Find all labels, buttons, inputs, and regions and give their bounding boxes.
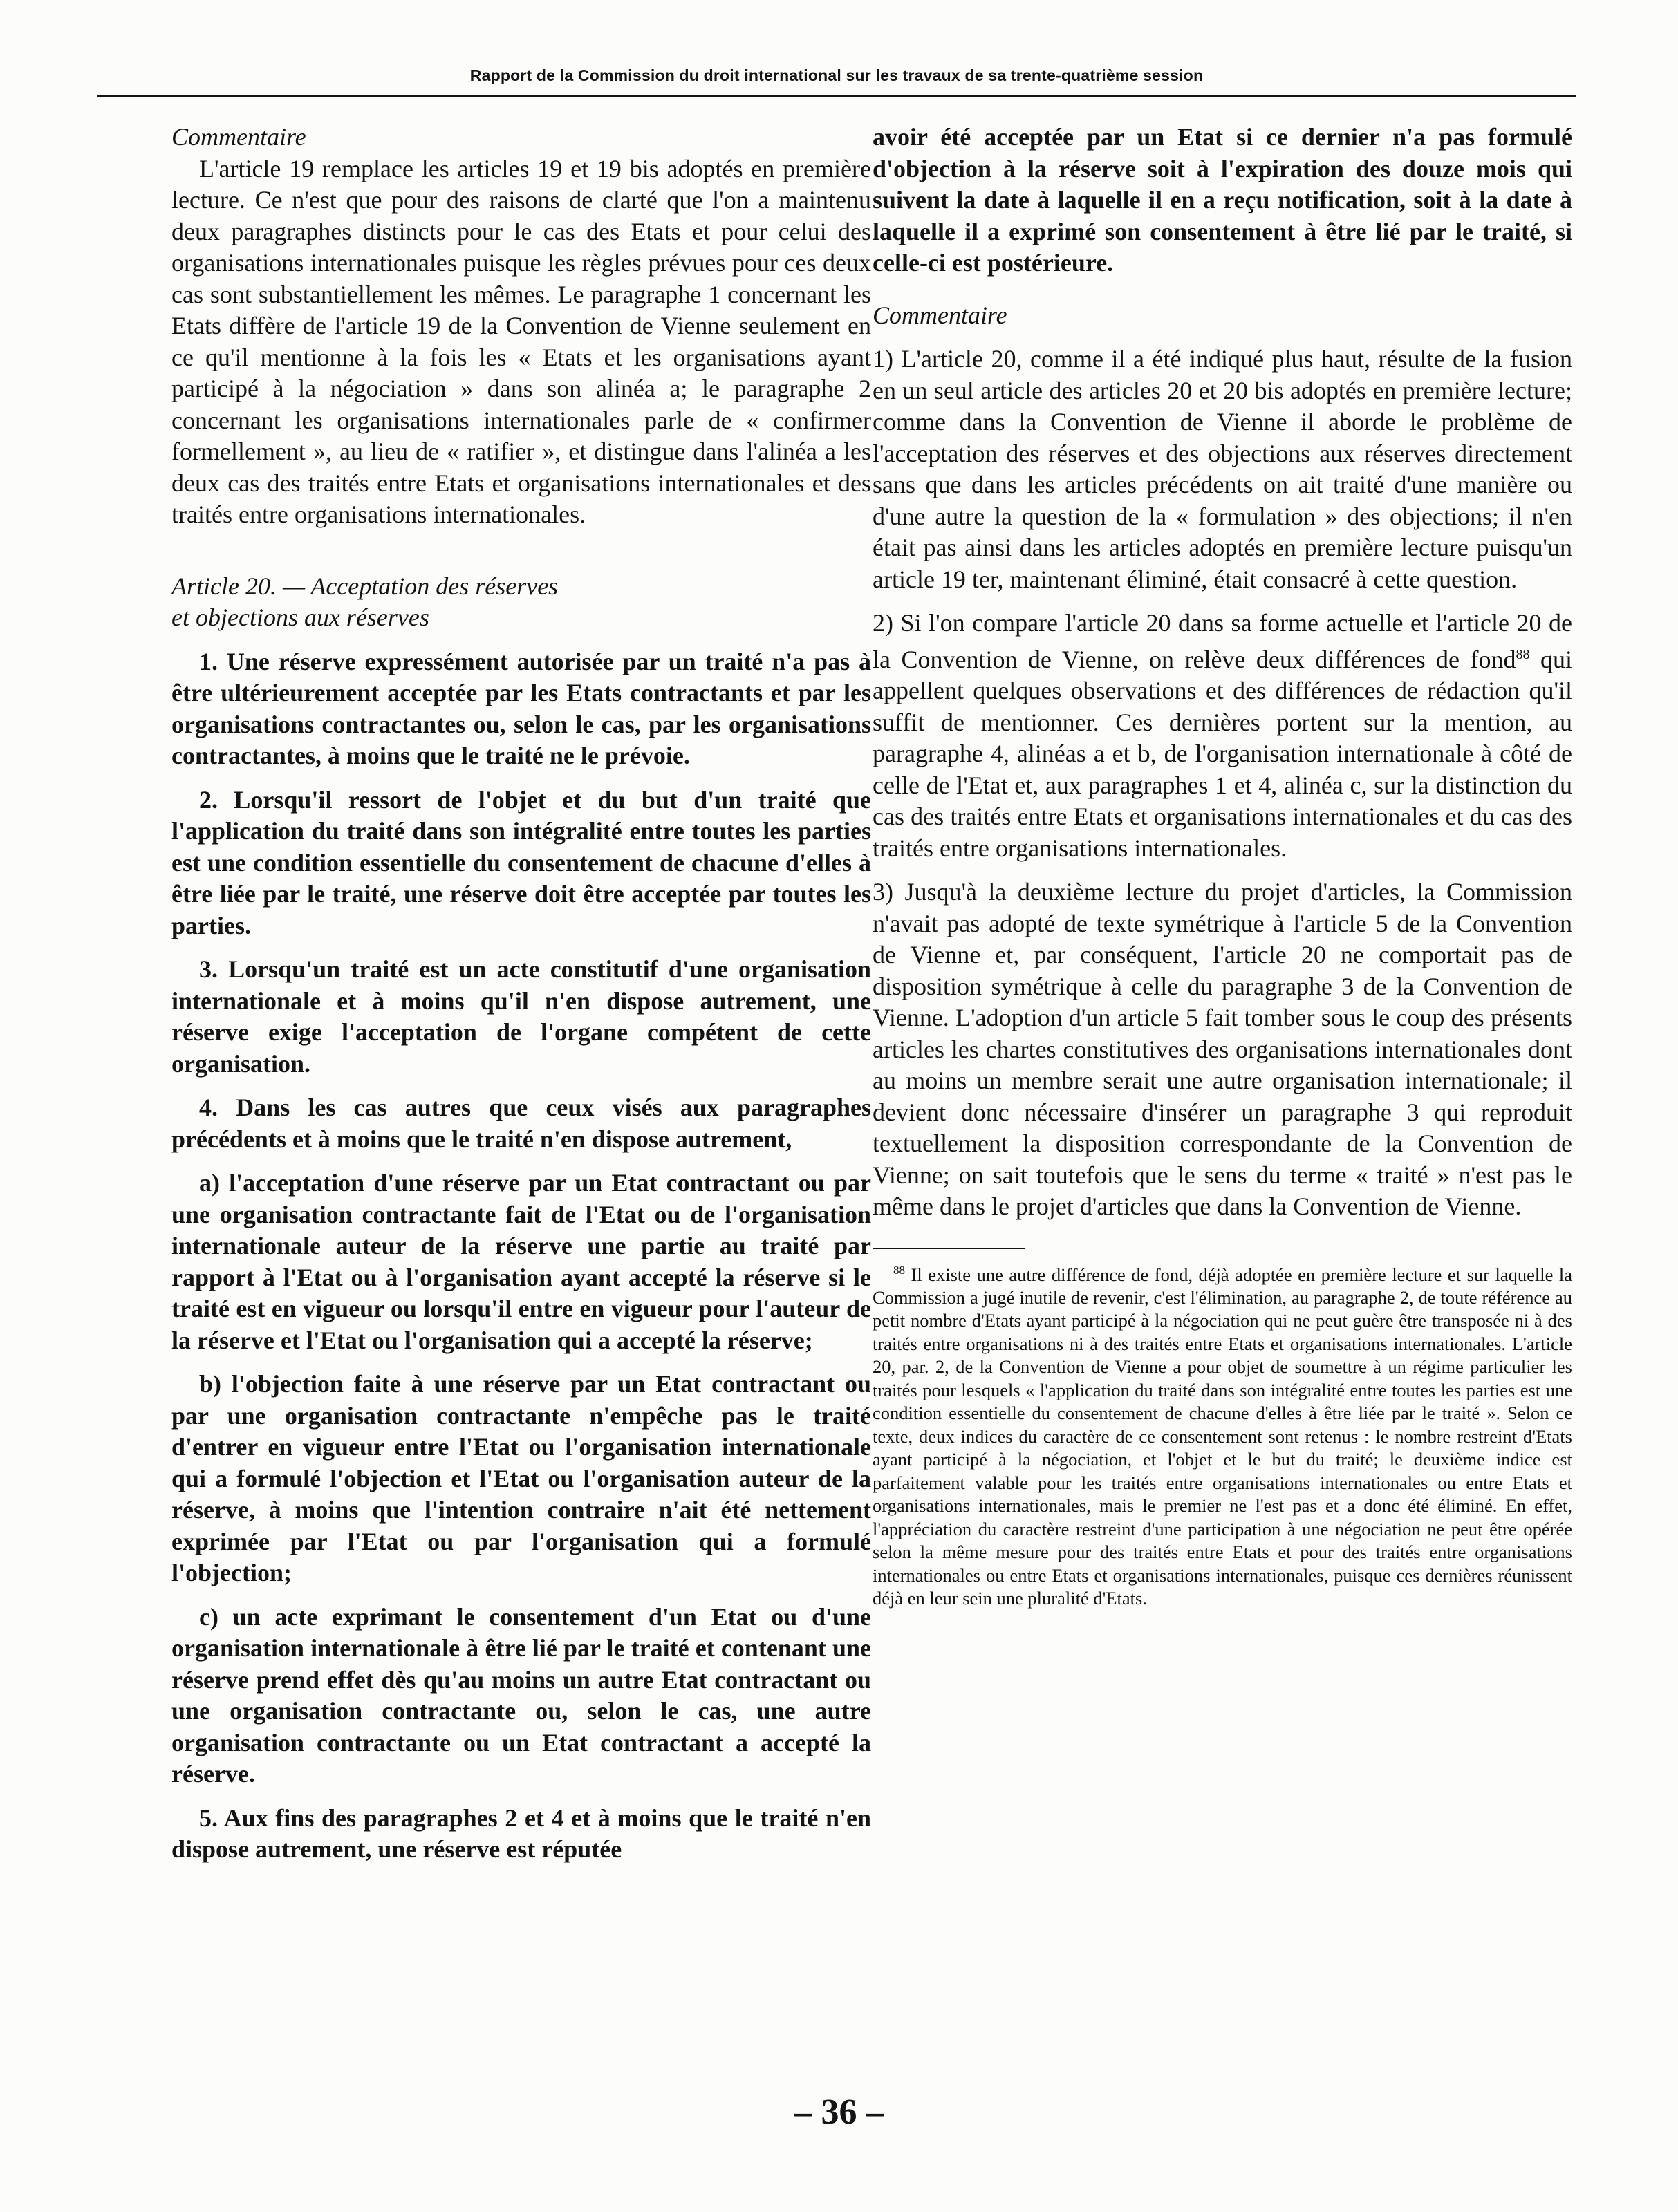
article-20-para-4b: b) l'objection faite à une réserve par un Etat contractant ou par une organisation contractante n'empêche pas le traité d'entrer en vigueur entre l'Etat ou l'organisation internationale qui a formulé l'objection et l'Etat ou l'organisation auteur de la réserve, à moins que l'intention contraire n'ait été nettement exprimée par l'Etat ou par l'organisation qui a formulé l'objection;: [171, 1370, 871, 1586]
article-20-para-2: 2. Lorsqu'il ressort de l'objet et du but d'un traité que l'application du traité dans son intégralité entre toutes les parties est une condition essentielle du consentement de chacune d'elles à être liée par le traité, une réserve doit être acceptée par toutes les parties.: [171, 785, 871, 939]
article-20-para-1: 1. Une réserve expressément autorisée par un traité n'a pas à être ultérieurement acceptée par les Etats contractants et par les organisations contractantes ou, selon le cas, par les organisations contractantes, à moins que le traité ne le prévoie.: [171, 647, 871, 769]
commentary-heading-right: Commentaire: [873, 301, 1007, 329]
commentary-point-1: 1) L'article 20, comme il a été indiqué plus haut, résulte de la fusion en un seul article des articles 20 et 20 bis adoptés en première lecture; comme dans la Convention de Vienne il aborde le problème de l'acceptation des réserves et des objections aux réserves directement sans que dans les articles précédents on ait traité d'une manière ou d'une autre la question de la « formulation » des objections; il n'en était pas ainsi dans les articles adoptés en première lecture puisqu'un article 19 ter, maintenant éliminé, était consacré à cette question.: [873, 345, 1572, 593]
commentary-point-2-after: qui appellent quelques observations et des différences de rédaction qu'il suffit de mentionner. Ces dernières portent sur la mention, au paragraphe 4, alinéas a et b, de l'organisation internationale à côté de celle de l'Etat et, aux paragraphes 1 et 4, alinéa c, sur la distinction du cas des traités entre Etats et organisations internationales et du cas des traités entre organisations internationales.: [873, 645, 1572, 862]
article-20-para-4c: c) un acte exprimant le consentement d'un Etat ou d'une organisation internationale à être lié par le traité et contenant une réserve prend effet dès qu'au moins un autre Etat contractant ou une organisation contractante ou, selon le cas, une autre organisation contractante ou un Etat contractant a accepté la réserve.: [171, 1602, 871, 1788]
footnote-text: Il existe une autre différence de fond, déjà adoptée en première lecture et sur laquelle la Commission a jugé inutile de revenir, c'est l'élimination, au paragraphe 2, de toute référence au petit nombre d'Etats ayant participé à la négociation qui ne peut guère être transposée ni à des traités entre organisations ni à des traités entre Etats et organisations internationales. L'article 20, par. 2, de la Convention de Vienne a pour objet de soumettre à un régime particulier les traités pour lesquels « l'application du traité dans son intégralité entre toutes les parties est une condition essentielle du consentement de chacune d'elles à être liée par le traité ». Selon ce texte, deux indices du caractère de ce consentement sont retenus : le nombre restreint d'Etats ayant participé à la négociation, et l'objet et le but du traité; le deuxième indice est parfaitement valable pour les traités entre organisations internationales ou entre Etats et organisations internationales, mais le premier ne l'est pas et a donc été éliminé. En effet, l'appréciation du caractère restreint d'une participation à une négociation ne peut être opérée selon la même mesure pour des traités entre Etats et pour des traités entre organisations internationales ou entre Etats et organisations internationales, puisque ces dernières réunissent déjà en leur sein une pluralité d'Etats.: [873, 1264, 1572, 1609]
footnote-rule: [873, 1248, 1025, 1249]
left-column: [171, 122, 871, 1866]
running-header: Rapport de la Commission du droit international sur les travaux de sa trente-quatrième session: [469, 66, 1204, 84]
article-20-para-5-start: 5. Aux fins des paragraphes 2 et 4 et à moins que le traité n'en dispose autrement, une réserve est réputée: [171, 1803, 871, 1863]
commentary-point-2-before: 2) Si l'on compare l'article 20 dans sa forme actuelle et l'article 20 de la Convention de Vienne, on relève deux différences de fond: [873, 609, 1572, 673]
article-20-para-4: 4. Dans les cas autres que ceux visés aux paragraphes précédents et à moins que le traité n'en dispose autrement,: [171, 1094, 871, 1153]
article-20-para-4a: a) l'acceptation d'une réserve par un Etat contractant ou par une organisation contractante fait de l'Etat ou de l'organisation internationale auteur de la réserve une partie au traité par rapport à l'Etat ou à l'organisation ayant accepté la réserve si le traité est en vigueur ou lorsqu'il entre en vigueur pour l'auteur de la réserve et l'Etat ou l'organisation qui a accepté la réserve;: [171, 1169, 871, 1354]
page-number: – 36 –: [794, 2092, 884, 2132]
commentary-article-19: L'article 19 remplace les articles 19 et 19 bis adoptés en première lecture. Ce n'est que pour des raisons de clarté que l'on a maintenu deux paragraphes distincts pour le cas des Etats et pour celui des organisations internationales puisque les règles prévues pour ces deux cas sont substantiellement les mêmes. Le paragraphe 1 concernant les Etats diffère de l'article 19 de la Convention de Vienne seulement en ce qu'il mentionne à la fois les « Etats et les organisations ayant participé à la négociation » dans son alinéa a; le paragraphe 2 concernant les organisations internationales parle de « confirmer formellement », au lieu de « ratifier », et distingue dans l'alinéa a les deux cas des traités entre Etats et organisations internationales et des traités entre organisations internationales.: [171, 154, 871, 528]
article-20-heading-line1: Article 20. — Acceptation des réserves: [171, 572, 559, 600]
footnote-reference: 88: [1516, 646, 1530, 662]
article-20-heading-line2: et objections aux réserves: [171, 603, 429, 631]
commentary-point-3: 3) Jusqu'à la deuxième lecture du projet d'articles, la Commission n'avait pas adopté de texte symétrique à l'article 5 de la Convention de Vienne et, par conséquent, l'article 20 ne comportait pas de disposition symétrique à celle du paragraphe 3 de la Convention de Vienne. L'adoption d'un article 5 fait tomber sous le coup des présents articles les chartes constitutives des organisations internationales dont au moins un membre serait une autre organisation internationale; il devient donc nécessaire d'insérer un paragraphe 3 qui reproduit textuellement la disposition correspondante de la Convention de Vienne; on sait toutefois que le sens du terme « traité » n'est pas le même dans le projet d'articles que dans la Convention de Vienne.: [873, 878, 1572, 1220]
article-20-para-3: 3. Lorsqu'un traité est un acte constitutif d'une organisation internationale et à moins qu'il n'en dispose autrement, une réserve exige l'acceptation de l'organe compétent de cette organisation.: [171, 955, 871, 1078]
commentary-heading-left: Commentaire: [171, 123, 306, 151]
header-rule: [97, 95, 1576, 97]
footnote-88: [873, 1259, 1572, 1611]
commentary-point-2: [873, 608, 1572, 864]
article-20-para-5-end: avoir été acceptée par un Etat si ce dernier n'a pas formulé d'objection à la réserve soit à l'expiration des douze mois qui suivent la date à laquelle il en a reçu notification, soit à la date à laquelle il a exprimé son consentement à être lié par le traité, si celle-ci est postérieure.: [873, 123, 1572, 276]
right-column: [873, 122, 1572, 1611]
footnote-mark: 88: [893, 1263, 905, 1277]
